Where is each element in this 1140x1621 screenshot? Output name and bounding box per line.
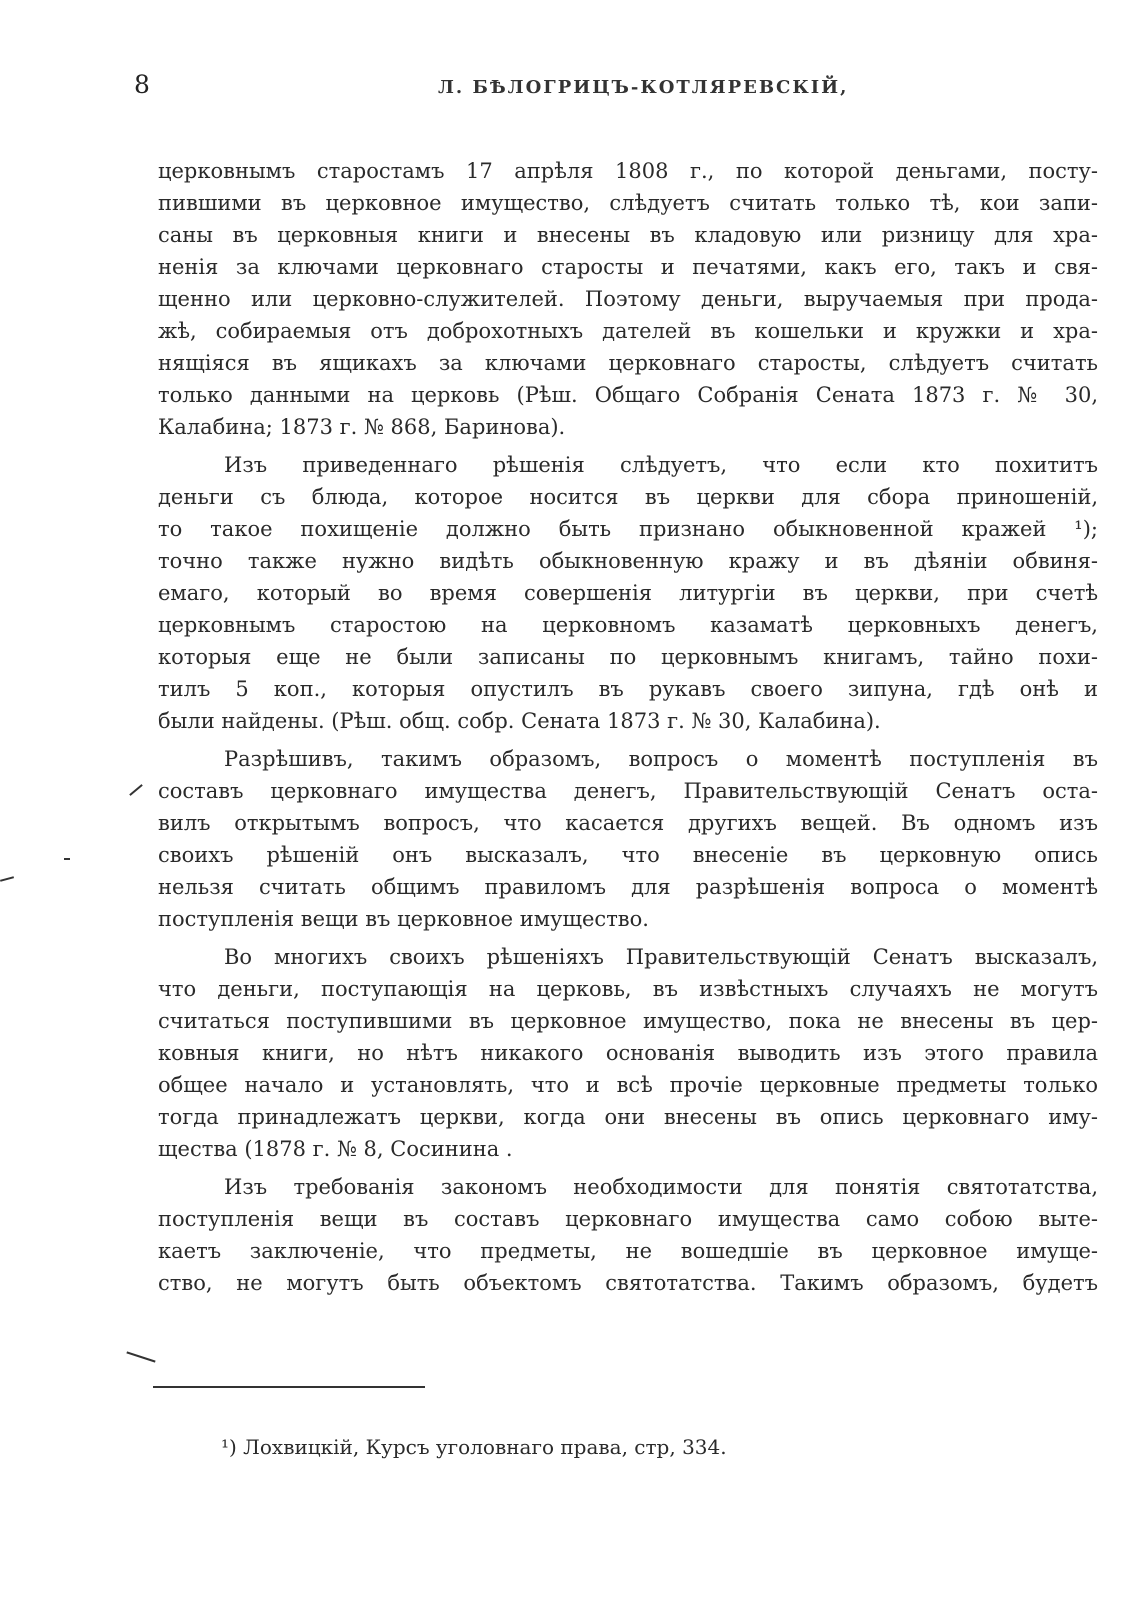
- text-line: церковнымъ старостамъ 17 апрѣля 1808 г., по которой деньгами, посту-: [158, 159, 1098, 183]
- text-line: деньги съ блюда, которое носится въ церкви для сбора приношеній,: [158, 485, 1098, 509]
- page-number: 8: [134, 70, 150, 99]
- text-line: саны въ церковныя книги и внесены въ кладовую или ризницу для хра-: [158, 223, 1098, 247]
- text-line: щенно или церковно-служителей. Поэтому деньги, выручаемыя при прода-: [158, 287, 1098, 311]
- text-line: тогда принадлежатъ церкви, когда они внесены въ опись церковнаго иму-: [158, 1105, 1098, 1129]
- text-line: которыя еще не были записаны по церковнымъ книгамъ, тайно похи-: [158, 645, 1098, 669]
- margin-mark: [126, 1351, 155, 1362]
- footnote: ¹) Лохвицкій, Курсъ уголовнаго права, стр, 334.: [221, 1435, 727, 1459]
- text-line: то такое похищеніе должно быть признано обыкновенной кражей ¹);: [158, 517, 1098, 541]
- text-line: были найдены. (Рѣш. общ. собр. Сената 1873 г. № 30, Калабина).: [158, 709, 881, 733]
- text-line: щества (1878 г. № 8, Сосинина .: [158, 1137, 513, 1161]
- text-line: ство, не могутъ быть объектомъ святотатства. Такимъ образомъ, будетъ: [158, 1271, 1098, 1295]
- text-line: своихъ рѣшеній онъ высказалъ, что внесеніе въ церковную опись: [158, 843, 1098, 867]
- paragraph-4: [158, 941, 1098, 1165]
- text-line: пившими въ церковное имущество, слѣдуетъ считать только тѣ, кои запи-: [158, 191, 1098, 215]
- footnote-rule: [153, 1386, 425, 1388]
- text-line: ненія за ключами церковнаго старосты и печатями, какъ его, такъ и свя-: [158, 255, 1098, 279]
- text-line: что деньги, поступающія на церковь, въ извѣстныхъ случаяхъ не могутъ: [158, 977, 1098, 1001]
- text-line: Во многихъ своихъ рѣшеніяхъ Правительствующій Сенатъ высказалъ,: [224, 945, 1098, 969]
- text-line: считаться поступившими въ церковное имущество, пока не внесены въ цер-: [158, 1009, 1098, 1033]
- paragraph-5: [158, 1171, 1098, 1299]
- text-line: емаго, который во время совершенія литургіи въ церкви, при счетѣ: [158, 581, 1098, 605]
- text-line: Калабина; 1873 г. № 868, Баринова).: [158, 415, 566, 439]
- text-line: общее начало и установлять, что и всѣ прочіе церковные предметы только: [158, 1073, 1098, 1097]
- running-head: Л. БѢЛОГРИЦЪ-КОТЛЯРЕВСКІЙ,: [438, 77, 849, 98]
- text-line: каетъ заключеніе, что предметы, не вошедшіе въ церковное имуще-: [158, 1239, 1098, 1263]
- paragraph-2: [158, 449, 1098, 737]
- text-line: только данными на церковь (Рѣш. Общаго Собранія Сената 1873 г. № 30,: [158, 383, 1098, 407]
- paragraph-3: [158, 743, 1098, 935]
- body-text: [158, 155, 1098, 1305]
- text-line: Разрѣшивъ, такимъ образомъ, вопросъ о моментѣ поступленія въ: [224, 747, 1098, 771]
- text-line: составъ церковнаго имущества денегъ, Правительствующій Сенатъ оста-: [158, 779, 1098, 803]
- text-line: Изъ приведеннаго рѣшенія слѣдуетъ, что если кто похититъ: [224, 453, 1098, 477]
- text-line: Изъ требованія закономъ необходимости для понятія святотатства,: [224, 1175, 1098, 1199]
- text-line: вилъ открытымъ вопросъ, что касается другихъ вещей. Въ одномъ изъ: [158, 811, 1098, 835]
- text-line: церковнымъ старостою на церковномъ казаматѣ церковныхъ денегъ,: [158, 613, 1098, 637]
- margin-mark: [0, 876, 14, 882]
- text-line: поступленія вещи въ церковное имущество.: [158, 907, 649, 931]
- text-line: поступленія вещи въ составъ церковнаго имущества само собою выте-: [158, 1207, 1098, 1231]
- margin-mark: [64, 858, 70, 860]
- text-line: ковныя книги, но нѣтъ никакого основанія выводить изъ этого правила: [158, 1041, 1098, 1065]
- paragraph-1: [158, 155, 1098, 443]
- text-line: точно также нужно видѣть обыкновенную кражу и въ дѣяніи обвиня-: [158, 549, 1098, 573]
- margin-mark: [129, 784, 143, 796]
- text-line: нящіяся въ ящикахъ за ключами церковнаго старосты, слѣдуетъ считать: [158, 351, 1098, 375]
- text-line: жѣ, собираемыя отъ доброхотныхъ дателей въ кошельки и кружки и хра-: [158, 319, 1098, 343]
- text-line: нельзя считать общимъ правиломъ для разрѣшенія вопроса о моментѣ: [158, 875, 1098, 899]
- text-line: тилъ 5 коп., которыя опустилъ въ рукавъ своего зипуна, гдѣ онѣ и: [158, 677, 1098, 701]
